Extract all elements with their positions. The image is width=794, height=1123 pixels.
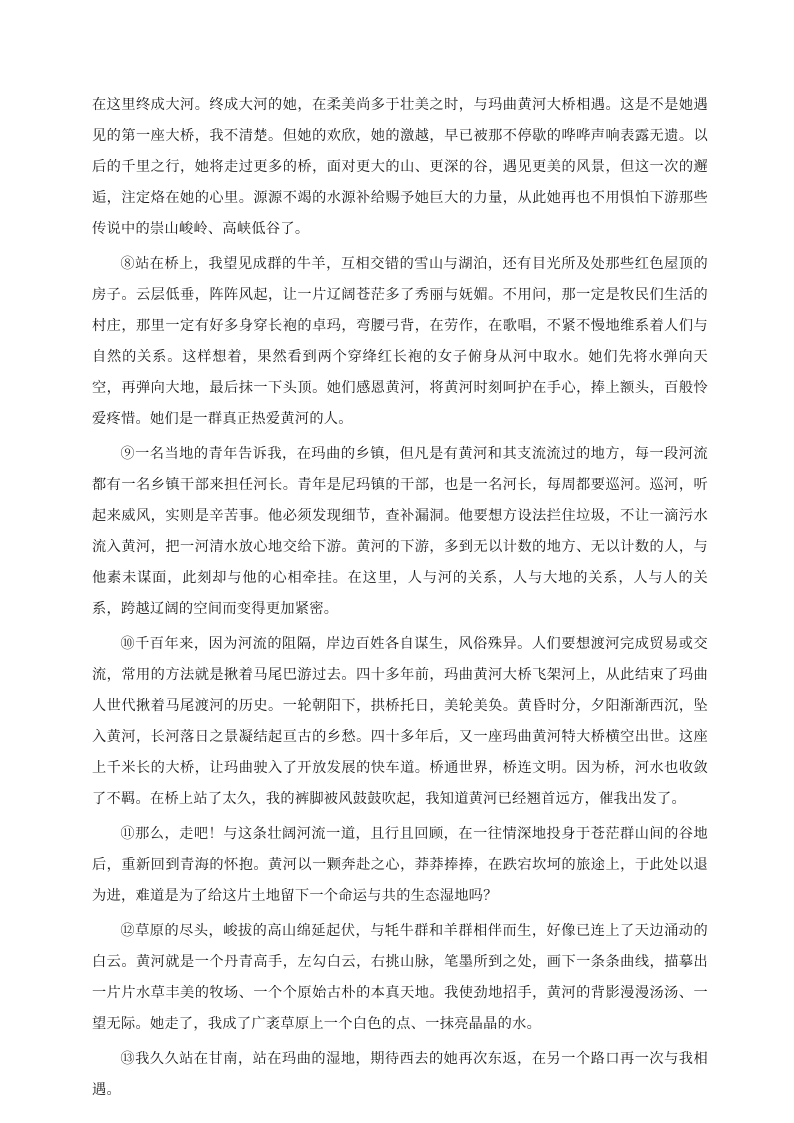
paragraph-8: ⑧站在桥上，我望见成群的牛羊，互相交错的雪山与湖泊，还有目光所及处那些红色屋顶的房子。云层低垂，阵阵风起，让一片辽阔苍茫多了秀丽与妩媚。不用问，那一定是牧民们生活的村庄，那里一定有好多身穿长袍的卓玛，弯腰弓背，在劳作，在歌唱，不紧不慢地维系着人们与自然的关系。这样想着，果然看到两个穿绛红长袍的女子俯身从河中取水。她们先将水弹向天空，再弹向大地，最后抹一下头顶。她们感恩黄河，将黄河时刻呵护在手心，捧上额头，百般怜爱疼惜。她们是一群真正热爱黄河的人。 xyxy=(92,256,708,427)
paragraph-13: ⑬我久久站在甘南，站在玛曲的湿地，期待西去的她再次东返，在另一个路口再一次与我相遇。 xyxy=(92,1051,708,1098)
paragraph-9: ⑨一名当地的青年告诉我，在玛曲的乡镇，但凡是有黄河和其支流流过的地方，每一段河流都有一名乡镇干部来担任河长。青年是尼玛镇的干部，也是一名河长，每周都要巡河。巡河，听起来威风，实则是辛苦事。他必须发现细节，查补漏洞。他要想方设法拦住垃圾，不让一滴污水流入黄河，把一河清水放心地交给下游。黄河的下游，多到无以计数的地方、无以计数的人，与他素未谋面，此刻却与他的心相牵挂。在这里，人与河的关系，人与大地的关系，人与人的关系，跨越辽阔的空间而变得更加紧密。 xyxy=(92,446,708,617)
article-body xyxy=(92,90,708,1106)
paragraph-7-continuation: 在这里终成大河。终成大河的她，在柔美尚多于壮美之时，与玛曲黄河大桥相遇。这是不是她遇见的第一座大桥，我不清楚。但她的欢欣，她的激越，早已被那不停歇的哗哗声响表露无遗。以后的千里之行，她将走过更多的桥，面对更大的山、更深的谷，遇见更美的风景，但这一次的邂逅，注定烙在她的心里。源源不竭的水源补给赐予她巨大的力量，从此她再也不用惧怕下游那些传说中的崇山峻岭、高峡低谷了。 xyxy=(92,97,708,237)
paragraph-12: ⑫草原的尽头，峻拔的高山绵延起伏，与牦牛群和羊群相伴而生，好像已连上了天边涌动的白云。黄河就是一个丹青高手，左勾白云，右挑山脉，笔墨所到之处，画下一条条曲线，描摹出一片片水草丰美的牧场、一个个原始古朴的本真天地。我使劲地招手，黄河的背影漫漫汤汤、一望无际。她走了，我成了广袤草原上一个白色的点、一抹亮晶晶的水。 xyxy=(92,923,708,1032)
paragraph-10: ⑩千百年来，因为河流的阻隔，岸边百姓各自谋生，风俗殊异。人们要想渡河完成贸易或交流，常用的方法就是揪着马尾巴游过去。四十多年前，玛曲黄河大桥飞架河上，从此结束了玛曲人世代揪着马尾渡河的历史。一轮朝阳下，拱桥托日，美轮美奂。黄昏时分，夕阳渐渐西沉，坠入黄河，长河落日之景凝结起亘古的乡愁。四十多年后，又一座玛曲黄河特大桥横空出世。这座上千米长的大桥，让玛曲驶入了开放发展的快车道。桥通世界，桥连文明。因为桥，河水也收敛了不羁。在桥上站了太久，我的裤脚被风鼓鼓吹起，我知道黄河已经翘首远方，催我出发了。 xyxy=(92,636,708,807)
paragraph-11: ⑪那么，走吧！与这条壮阔河流一道，且行且回顾，在一往情深地投身于苍茫群山间的谷地后，重新回到青海的怀抱。黄河以一颗奔赴之心，莽莽捧捧，在跌宕坎坷的旅途上，于此处以退为进，难道是为了给这片土地留下一个命运与共的生态湿地吗？ xyxy=(92,826,708,904)
